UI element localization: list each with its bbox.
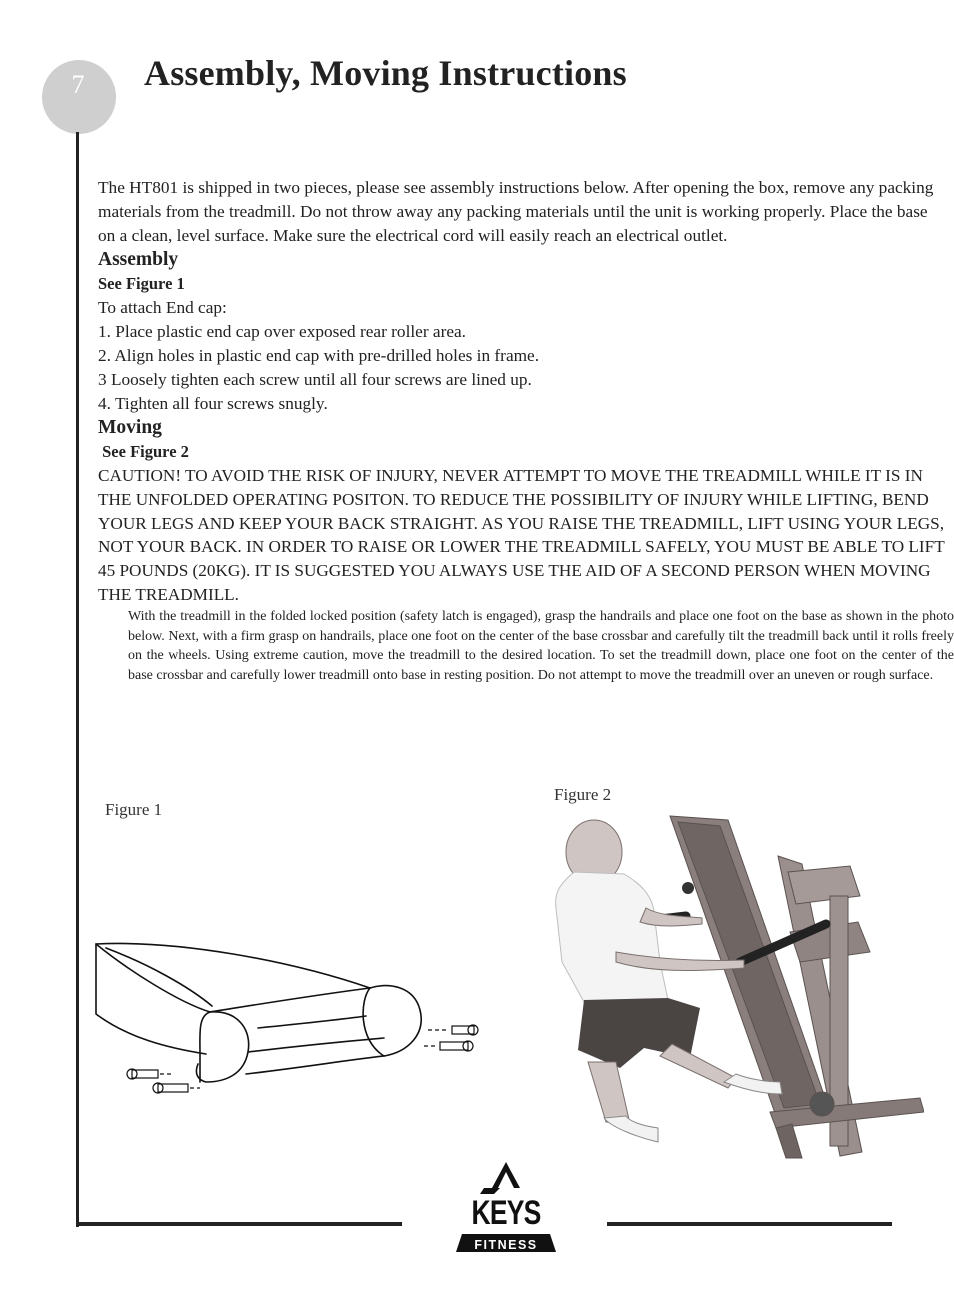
assembly-step: 1. Place plastic end cap over exposed rear roller area.	[98, 322, 467, 341]
assembly-heading: Assembly	[98, 249, 179, 270]
left-margin-rule	[76, 132, 79, 1227]
moving-instructions: With the treadmill in the folded locked position (safety latch is engaged), grasp the handrails and place one foot on the base as shown in the photo below. Next, with a firm grasp on handrails, place one foot on the center of the base crossbar and carefully tilt the treadmill back until it rolls freely on the wheels. Using extreme caution, move the treadmill to the desired location. To set the treadmill down, place one foot on the center of the base crossbar and carefully lower treadmill onto base in resting position. Do not attempt to move the treadmill over an uneven or rough surface.	[128, 608, 954, 684]
moving-treadmill-photo	[540, 812, 924, 1164]
main-content	[98, 176, 954, 686]
logo-wordmark: KEYS	[471, 1194, 541, 1232]
page-number: 7	[71, 70, 85, 99]
page-title: Assembly, Moving Instructions	[144, 53, 627, 93]
intro-paragraph: The HT801 is shipped in two pieces, please see assembly instructions below. After opening the box, remove any packing materials from the treadmill. Do not throw away any packing materials until the unit is working properly. Place the base on a clean, level surface. Make sure the electrical cord will easily reach an electrical outlet.	[98, 178, 934, 245]
assembly-step: 4. Tighten all four screws snugly.	[98, 394, 328, 413]
end-cap-illustration	[88, 930, 480, 1108]
logo-subtitle: FITNESS	[474, 1238, 538, 1252]
figure-1-label: Figure 1	[105, 800, 163, 819]
caution-paragraph: CAUTION! TO AVOID THE RISK OF INJURY, NEVER ATTEMPT TO MOVE THE TREADMILL WHILE IT IS IN THE UNFOLDED OPERATING POSITON. TO REDUCE THE POSSIBILITY OF INJURY WHILE LIFTING, BEND YOUR LEGS AND KEEP YOUR BACK STRAIGHT. AS YOU RAISE THE TREADMILL, LIFT USING YOUR LEGS, NOT YOUR BACK. IN ORDER TO RAISE OR LOWER THE TREADMILL SAFELY, YOU MUST BE ABLE TO LIFT 45 POUNDS (20KG). IT IS SUGGESTED YOU ALWAYS USE THE AID OF A SECOND PERSON WHEN MOVING THE TREADMILL.	[98, 466, 945, 604]
assembly-lead: To attach End cap:	[98, 298, 227, 317]
assembly-see-figure: See Figure 1	[98, 274, 185, 293]
moving-see-figure: See Figure 2	[98, 442, 189, 461]
moving-heading: Moving	[98, 417, 162, 438]
assembly-step: 2. Align holes in plastic end cap with pre-drilled holes in frame.	[98, 346, 540, 365]
figure-2-label: Figure 2	[554, 785, 612, 804]
footer-rule-right	[607, 1222, 892, 1226]
assembly-step: 3 Loosely tighten each screw until all four screws are lined up.	[98, 370, 532, 389]
footer-rule-left	[76, 1222, 402, 1226]
